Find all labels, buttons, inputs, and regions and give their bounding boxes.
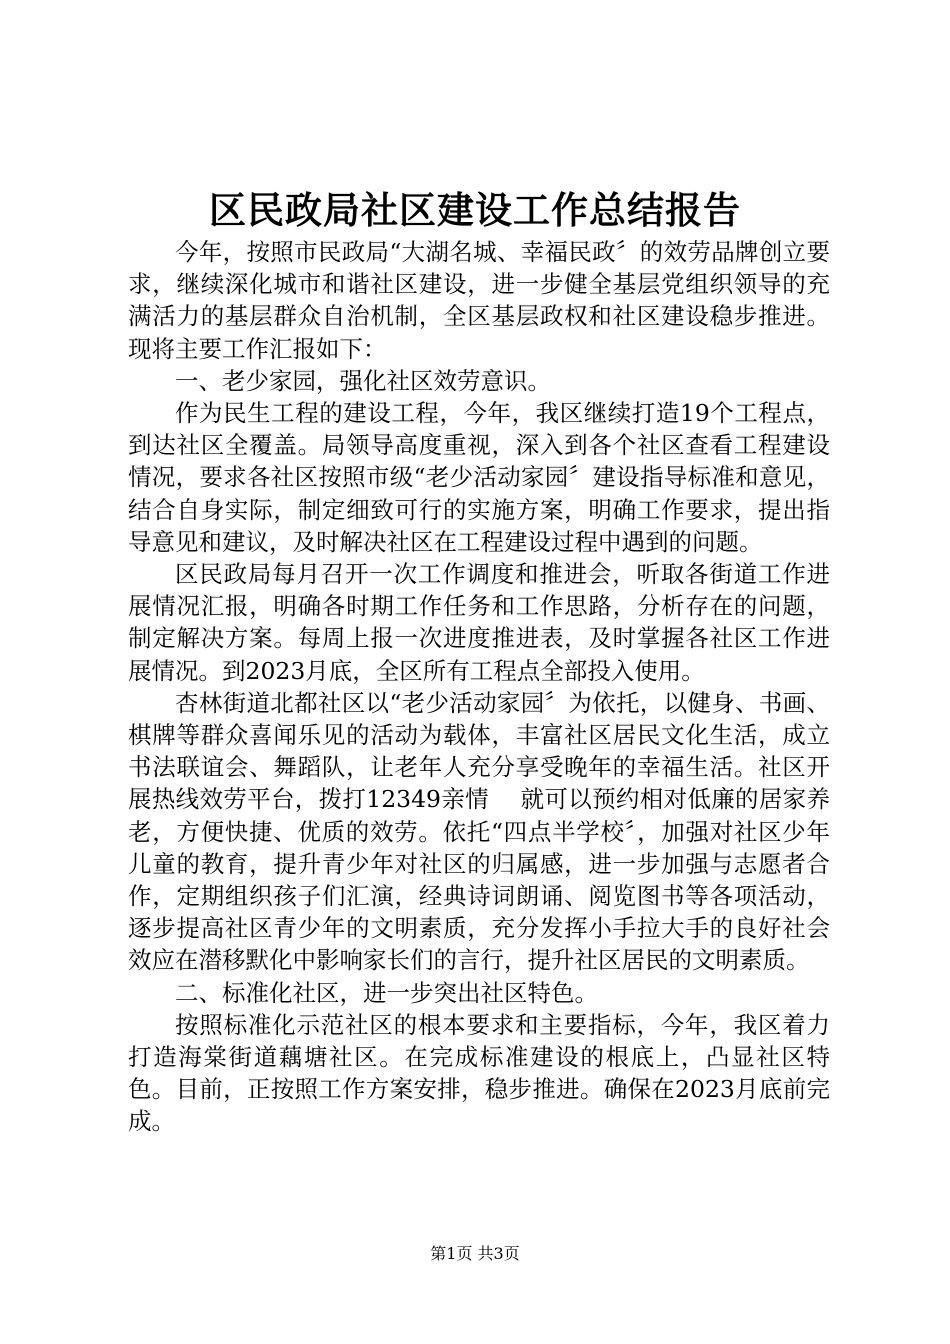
- paragraph: 区民政局每月召开一次工作调度和推进会，听取各街道工作进展情况汇报，明确各时期工作任务和工作思路，分析存在的问题，制定解决方案。每周上报一次进度推进表，及时掌握各社区工作进展情况。到2023月底，全区所有工程点全部投入使用。: [128, 560, 830, 685]
- paragraph-intro: 今年，按照市民政局“大湖名城、幸福民政〞的效劳品牌创立要求，继续深化城市和谐社区建设，进一步健全基层党组织领导的充满活力的基层群众自治机制，全区基层政权和社区建设稳步推进。现将主要工作汇报如下：: [128, 238, 830, 363]
- paragraph: 杏林街道北都社区以“老少活动家园〞为依托，以健身、书画、棋牌等群众喜闻乐见的活动为载体，丰富社区居民文化生活，成立书法联谊会、舞蹈队，让老年人充分享受晚年的幸福生活。社区开展热线效劳平台，拨打12349亲情 就可以预约相对低廉的居家养老，方便快捷、优质的效劳。依托“四点半学校〞，加强对社区少年儿童的教育，提升青少年对社区的归属感，进一步加强与志愿者合作，定期组织孩子们汇演，经典诗词朗诵、阅览图书等各项活动，逐步提高社区青少年的文明素质，充分发挥小手拉大手的良好社会效应在潜移默化中影响家长们的言行，提升社区居民的文明素质。: [128, 688, 830, 975]
- paragraph: 作为民生工程的建设工程，今年，我区继续打造19个工程点，到达社区全覆盖。局领导高度重视，深入到各个社区查看工程建设情况，要求各社区按照市级“老少活动家园〞建设指导标准和意见，结合自身实际，制定细致可行的实施方案，明确工作要求，提出指导意见和建议，及时解决社区在工程建设过程中遇到的问题。: [128, 399, 830, 556]
- page-number-footer: 第1页 共3页: [430, 1244, 520, 1263]
- section-heading-2: 二、标准化社区，进一步突出社区特色。: [175, 978, 598, 1007]
- document-title: 区民政局社区建设工作总结报告: [209, 188, 741, 232]
- document-body: [128, 236, 830, 1138]
- section-heading-1: 一、老少家园，强化社区效劳意识。: [175, 366, 551, 395]
- paragraph: 按照标准化示范社区的根本要求和主要指标，今年，我区着力打造海棠街道藕塘社区。在完成标准建设的根底上，凸显社区特色。目前，正按照工作方案安排，稳步推进。确保在2023月底前完成。: [128, 1010, 830, 1136]
